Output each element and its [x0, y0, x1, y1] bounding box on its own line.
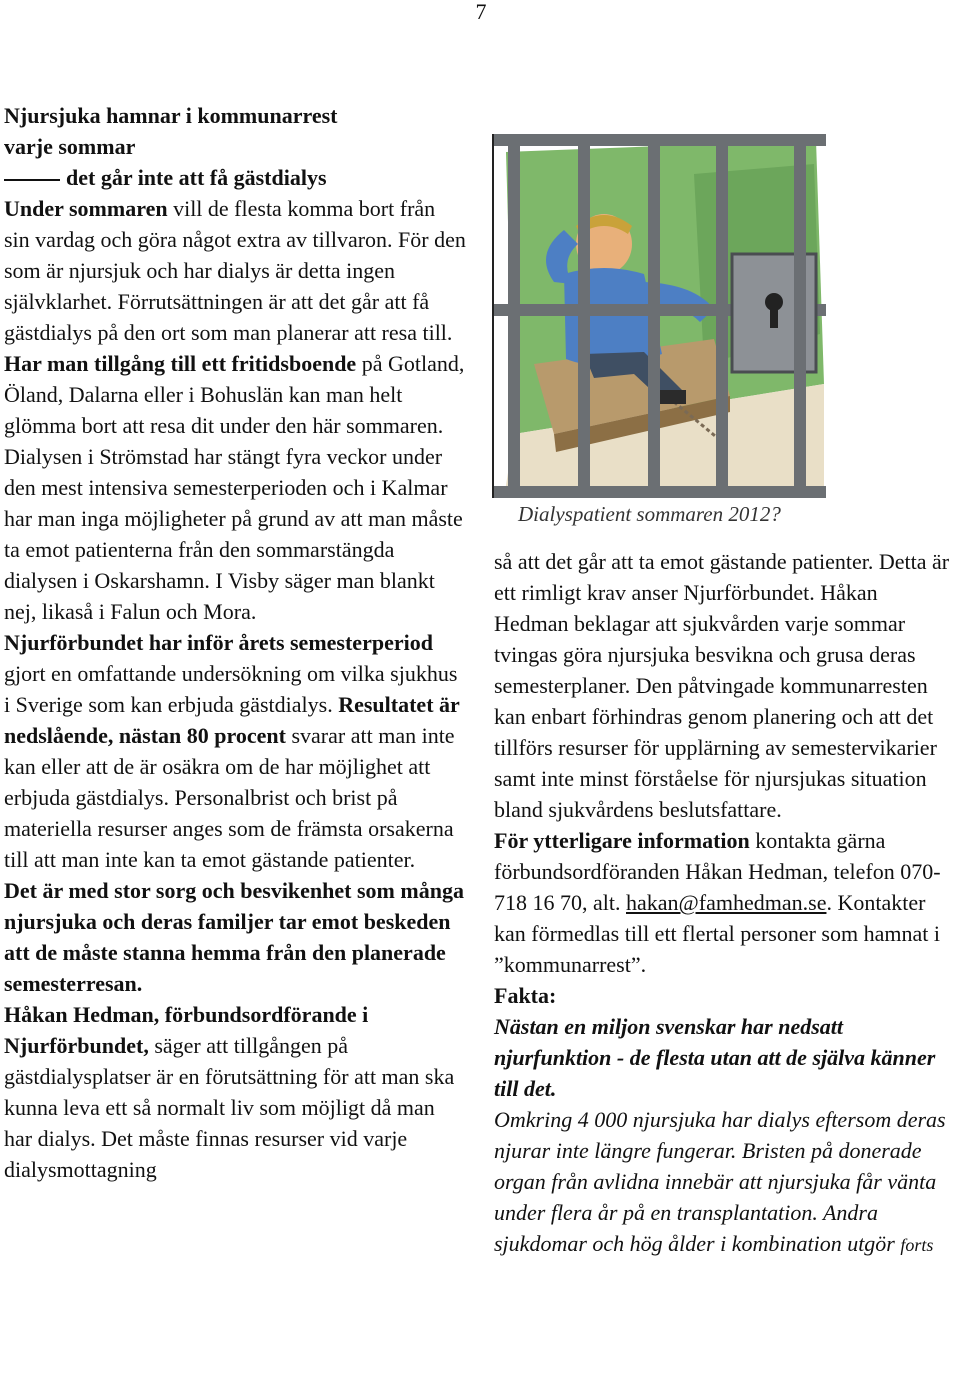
paragraph-fritidsboende-lead: Har man tillgång till ett fritidsboende — [4, 351, 357, 376]
paragraph-contact-text: kontakta gärna förbundsordföranden Håkan Hedman, telefon 070-718 16 70, alt. — [494, 828, 941, 915]
headline-line-1: Njursjuka hamnar i kommunarrest — [4, 103, 338, 128]
paragraph-contact-lead: För ytterligare information — [494, 828, 750, 853]
subhead — [4, 162, 466, 193]
headline — [4, 100, 466, 162]
page-number: 7 — [475, 0, 487, 24]
figure-caption: Dialyspatient sommaren 2012? — [518, 502, 781, 526]
paragraph-continuation: så att det går att ta emot gästande patienter. Detta är ett rimligt krav anser Njurförbundet. Håkan Hedman beklagar att sjukvården varje sommar tvingas göra njursjuka besvikna och grusa deras semesterplaner. Den påtvingade kommunarresten kan enbart förhindras genom planering och att det tillförs resurser för upplärning av semestervikarier samt inte minst förståelse för njursjukas situation bland sjukvårdens beslutsfattare. — [494, 549, 950, 822]
paragraph-sorg: Det är med stor sorg och besvikenhet som många njursjuka och deras familjer tar emot beskeden att de måste stanna hemma från den planerade semesterresan. — [4, 878, 464, 996]
paragraph-contact-text-2: . Kontakter kan förmedlas till ett flertal personer som hamnat i ”kommunarrest”. — [494, 890, 940, 977]
paragraph-intro-lead: Under sommaren — [4, 196, 168, 221]
fakta-bold: Nästan en miljon svenskar har nedsatt njurfunktion - de flesta utan att de själva känner till det. — [494, 1014, 936, 1101]
keyhole — [770, 304, 778, 328]
article-column-right — [494, 546, 952, 1261]
paragraph-resultat-bold: Resultatet är nedslående, nästan 80 procent — [4, 692, 460, 748]
paragraph-hedman — [4, 999, 466, 1185]
dash-rule — [4, 178, 60, 181]
fakta-body: Omkring 4 000 njursjuka har dialys eftersom deras njurar inte längre fungerar. Bristen på donerade organ från avlidna innebär att njursjuka får vänta under flera år på en transplantation. Andra sjukdomar och hög ålder i kombination utgör — [494, 1107, 946, 1256]
paragraph-hedman-text: säger att tillgången på gästdialysplatser är en förutsättning för att man ska kunna leva ett så normalt liv som möjligt då man har dialys. Det måste finnas resurser vid varje dialysmottagning — [4, 1033, 455, 1182]
paragraph-intro — [4, 193, 466, 348]
email-link[interactable]: hakan@famhedman.se — [626, 890, 827, 915]
fakta-continued: forts — [900, 1235, 934, 1255]
jail-illustration — [492, 134, 826, 498]
paragraph-fritidsboende — [4, 348, 466, 627]
headline-line-2: varje sommar — [4, 134, 136, 159]
paragraph-undersokning — [4, 627, 466, 875]
jail-cell-picture — [494, 134, 826, 498]
paragraph-intro-text: vill de flesta komma bort från sin vardag och göra något extra av tillvaron. För den som är njursjuk och har dialys är detta ingen självklarhet. Förrutsättningen är att det går att få gästdialys på den ort som man planerar att resa till. — [4, 196, 466, 345]
fakta-heading: Fakta: — [494, 983, 557, 1008]
fakta-text — [494, 1104, 952, 1261]
paragraph-hedman-lead: Håkan Hedman, förbundsordförande i Njurförbundet, — [4, 1002, 369, 1058]
subhead-text: det går inte att få gästdialys — [66, 165, 327, 190]
article-column-left — [4, 100, 466, 1185]
paragraph-contact — [494, 825, 952, 980]
paragraph-undersokning-lead: Njurförbundet har inför årets semesterperiod — [4, 630, 433, 655]
paragraph-undersokning-text: gjort en omfattande undersökning om vilka sjukhus i Sverige som kan erbjuda gästdialys. — [4, 661, 458, 717]
paragraph-resultat-text: svarar att man inte kan eller att de är osäkra om de har möjlighet att erbjuda gästdialys. Personalbrist och brist på materiella resurser anges som de främsta orsakerna till att man inte kan ta emot gästande patienter. — [4, 723, 455, 872]
paragraph-fritidsboende-text: på Gotland, Öland, Dalarna eller i Bohuslän kan man helt glömma bort att resa dit under den här sommaren. Dialysen i Strömstad har stängt fyra veckor under den mest intensiva semesterperioden och i Kalmar har man inga möjligheter på grund av att man måste ta emot patienterna från den sommarstängda dialysen i Oskarshamn. I Visby säger man blankt nej, likaså i Falun och Mora. — [4, 351, 465, 624]
